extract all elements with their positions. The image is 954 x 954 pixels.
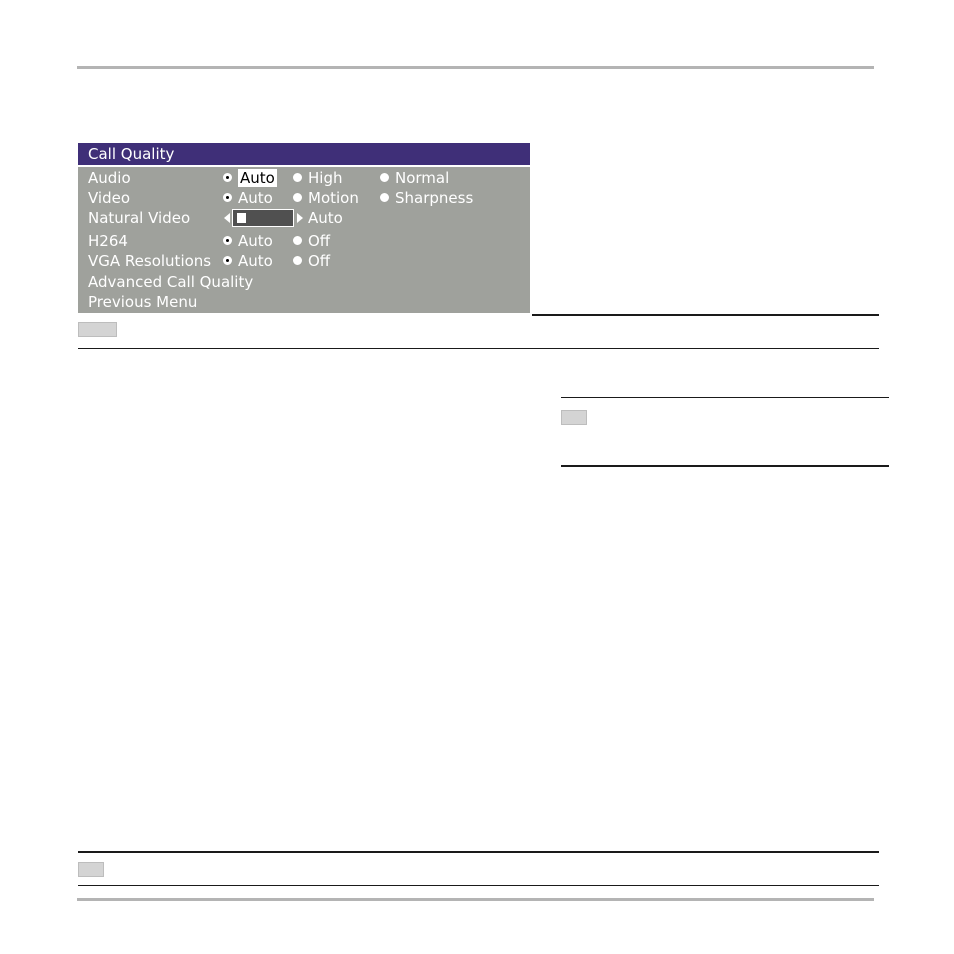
menu-row-video[interactable]: Video Auto Motion Sharpness: [88, 189, 474, 207]
radio-icon: [293, 236, 302, 245]
sidebar-note-tab: [561, 410, 587, 425]
menu-title: Call Quality: [78, 143, 530, 165]
radio-icon: [380, 173, 389, 182]
radio-selected-icon: [223, 193, 232, 202]
radio-icon: [293, 173, 302, 182]
menu-row-advanced-call-quality[interactable]: [78, 272, 530, 292]
menu-row-natural-video[interactable]: [78, 208, 530, 228]
previous-menu-label: Previous Menu: [88, 293, 198, 311]
rule-below-menu: [78, 348, 879, 349]
rule-right-of-menu: [532, 314, 879, 316]
natural-video-label: Natural Video: [88, 209, 191, 227]
sidebar-rule-top: [561, 397, 889, 398]
note-tab: [78, 322, 117, 337]
slider-right-arrow-icon[interactable]: [297, 213, 303, 223]
top-rule: [77, 66, 874, 69]
footer-rule: [77, 898, 874, 901]
video-label: Video: [88, 189, 131, 207]
title-divider: [78, 165, 530, 167]
bottom-rule-lower: [78, 885, 879, 886]
slider-left-arrow-icon[interactable]: [224, 213, 230, 223]
h264-label: H264: [88, 232, 128, 250]
call-quality-menu: [78, 143, 530, 313]
audio-label: Audio: [88, 169, 131, 187]
menu-row-vga-resolutions[interactable]: VGA Resolutions Auto Off: [88, 252, 331, 270]
radio-icon: [293, 256, 302, 265]
radio-selected-icon: [223, 173, 232, 182]
advanced-call-quality-label: Advanced Call Quality: [88, 273, 254, 291]
natural-video-value: Auto: [308, 209, 343, 227]
vga-resolutions-label: VGA Resolutions: [88, 252, 212, 270]
sidebar-rule-bottom: [561, 465, 889, 467]
menu-row-previous-menu[interactable]: [78, 292, 530, 312]
radio-selected-icon: [223, 236, 232, 245]
bottom-rule-upper: [78, 851, 879, 853]
slider-thumb[interactable]: [237, 213, 246, 223]
menu-row-h264[interactable]: H264 Auto Off: [88, 232, 331, 250]
radio-icon: [293, 193, 302, 202]
menu-row-audio[interactable]: Audio Auto High Normal: [88, 169, 450, 187]
natural-video-slider[interactable]: [232, 209, 294, 227]
bottom-note-tab: [78, 862, 104, 877]
radio-icon: [380, 193, 389, 202]
radio-selected-icon: [223, 256, 232, 265]
